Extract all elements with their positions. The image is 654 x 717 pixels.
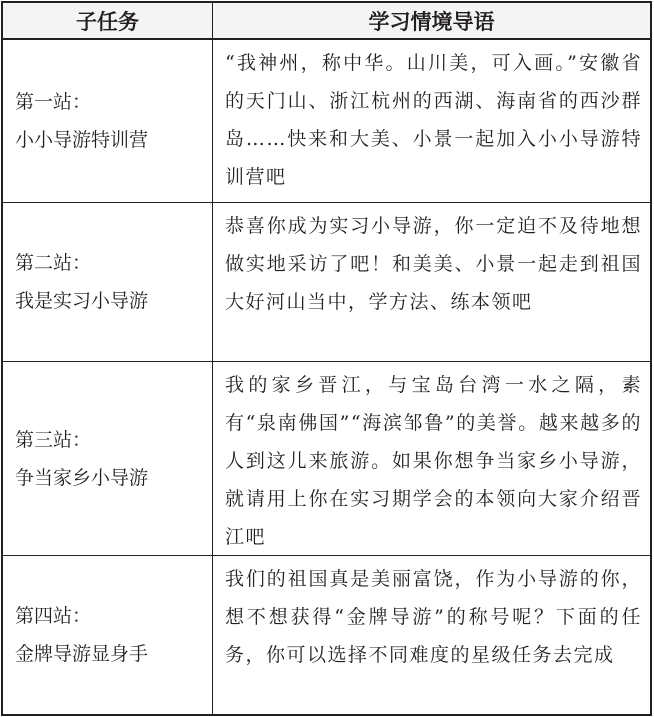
stage-4-cell [3,556,213,714]
stage-3-cell [3,362,213,556]
stage-3-label: 第三站： [15,428,92,451]
stage-3-intro: 我的家乡晋江，与宝岛台湾一水之隔，素有“泉南佛国”“海滨邹鲁”的美誉。越来越多的人到这儿来旅游。如果你想争当家乡小导游，就请用上你在实习期学会的本领向大家介绍晋江吧 [213,362,650,556]
task-table [1,1,652,716]
stage-4-title: 金牌导游显身手 [15,643,149,665]
stage-1-title: 小小导游特训营 [15,129,149,151]
stage-4-intro: 我们的祖国真是美丽富饶，作为小导游的你，想不想获得“金牌导游”的称号呢？下面的任务，你可以选择不同难度的星级任务去完成 [225,568,642,666]
stage-1-intro: “我神州，称中华。山川美，可入画。”安徽省的天门山、浙江杭州的西湖、海南省的西沙群岛……快来和大美、小景一起加入小小导游特训营吧 [213,40,650,203]
stage-1-label: 第一站： [15,91,92,113]
stage-4-label: 第四站： [15,605,92,627]
stage-2-label: 第二站： [15,252,92,274]
header-subtask: 子任务 [3,3,213,40]
stage-2-intro: 恭喜你成为实习小导游，你一定迫不及待地想做实地采访了吧！和美美、小景一起走到祖国大好河山当中，学方法、练本领吧 [213,203,650,362]
stage-2-title: 我是实习小导游 [15,290,149,312]
stage-3-title: 争当家乡小导游 [15,466,149,489]
stage-1-cell [3,40,213,203]
header-situation-intro: 学习情境导语 [213,3,650,40]
stage-2-cell [3,203,213,362]
